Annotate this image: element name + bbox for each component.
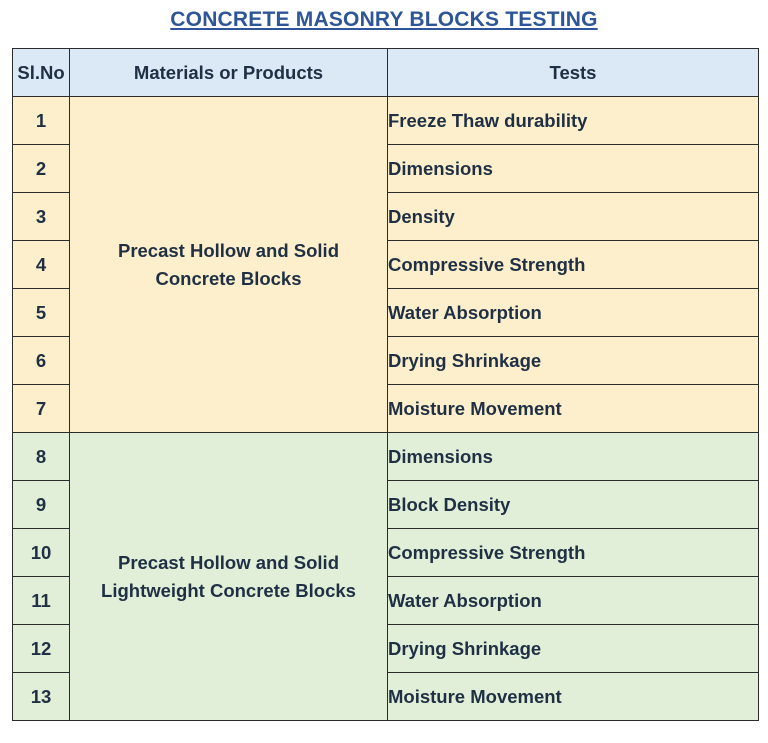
tests-table — [12, 48, 759, 721]
sl-number: 6 — [13, 337, 70, 385]
test-name: Drying Shrinkage — [388, 625, 759, 673]
sl-number: 8 — [13, 433, 70, 481]
sl-number: 3 — [13, 193, 70, 241]
test-name: Moisture Movement — [388, 673, 759, 721]
sl-number: 5 — [13, 289, 70, 337]
test-name: Drying Shrinkage — [388, 337, 759, 385]
table-row — [13, 97, 759, 145]
table-header-row — [13, 49, 759, 97]
test-name: Compressive Strength — [388, 529, 759, 577]
material-line: Precast Hollow and Solid — [117, 239, 339, 261]
header-materials: Materials or Products — [70, 49, 388, 97]
sl-number: 13 — [13, 673, 70, 721]
header-sl-no: Sl.No — [13, 49, 70, 97]
material-line: Precast Hollow and Solid — [117, 551, 339, 573]
test-name: Water Absorption — [388, 577, 759, 625]
header-tests: Tests — [388, 49, 759, 97]
material-line: Concrete Blocks — [155, 267, 302, 289]
sl-number: 7 — [13, 385, 70, 433]
test-name: Block Density — [388, 481, 759, 529]
test-name: Water Absorption — [388, 289, 759, 337]
sl-number: 1 — [13, 97, 70, 145]
sl-number: 11 — [13, 577, 70, 625]
material-cell — [70, 97, 388, 433]
sl-number: 4 — [13, 241, 70, 289]
test-name: Moisture Movement — [388, 385, 759, 433]
page-title: CONCRETE MASONRY BLOCKS TESTING — [170, 8, 598, 31]
test-name: Freeze Thaw durability — [388, 97, 759, 145]
sl-number: 9 — [13, 481, 70, 529]
test-name: Compressive Strength — [388, 241, 759, 289]
table-row — [13, 433, 759, 481]
sl-number: 12 — [13, 625, 70, 673]
test-name: Density — [388, 193, 759, 241]
material-cell — [70, 433, 388, 721]
test-name: Dimensions — [388, 433, 759, 481]
test-name: Dimensions — [388, 145, 759, 193]
sl-number: 10 — [13, 529, 70, 577]
sl-number: 2 — [13, 145, 70, 193]
material-line: Lightweight Concrete Blocks — [101, 579, 356, 601]
